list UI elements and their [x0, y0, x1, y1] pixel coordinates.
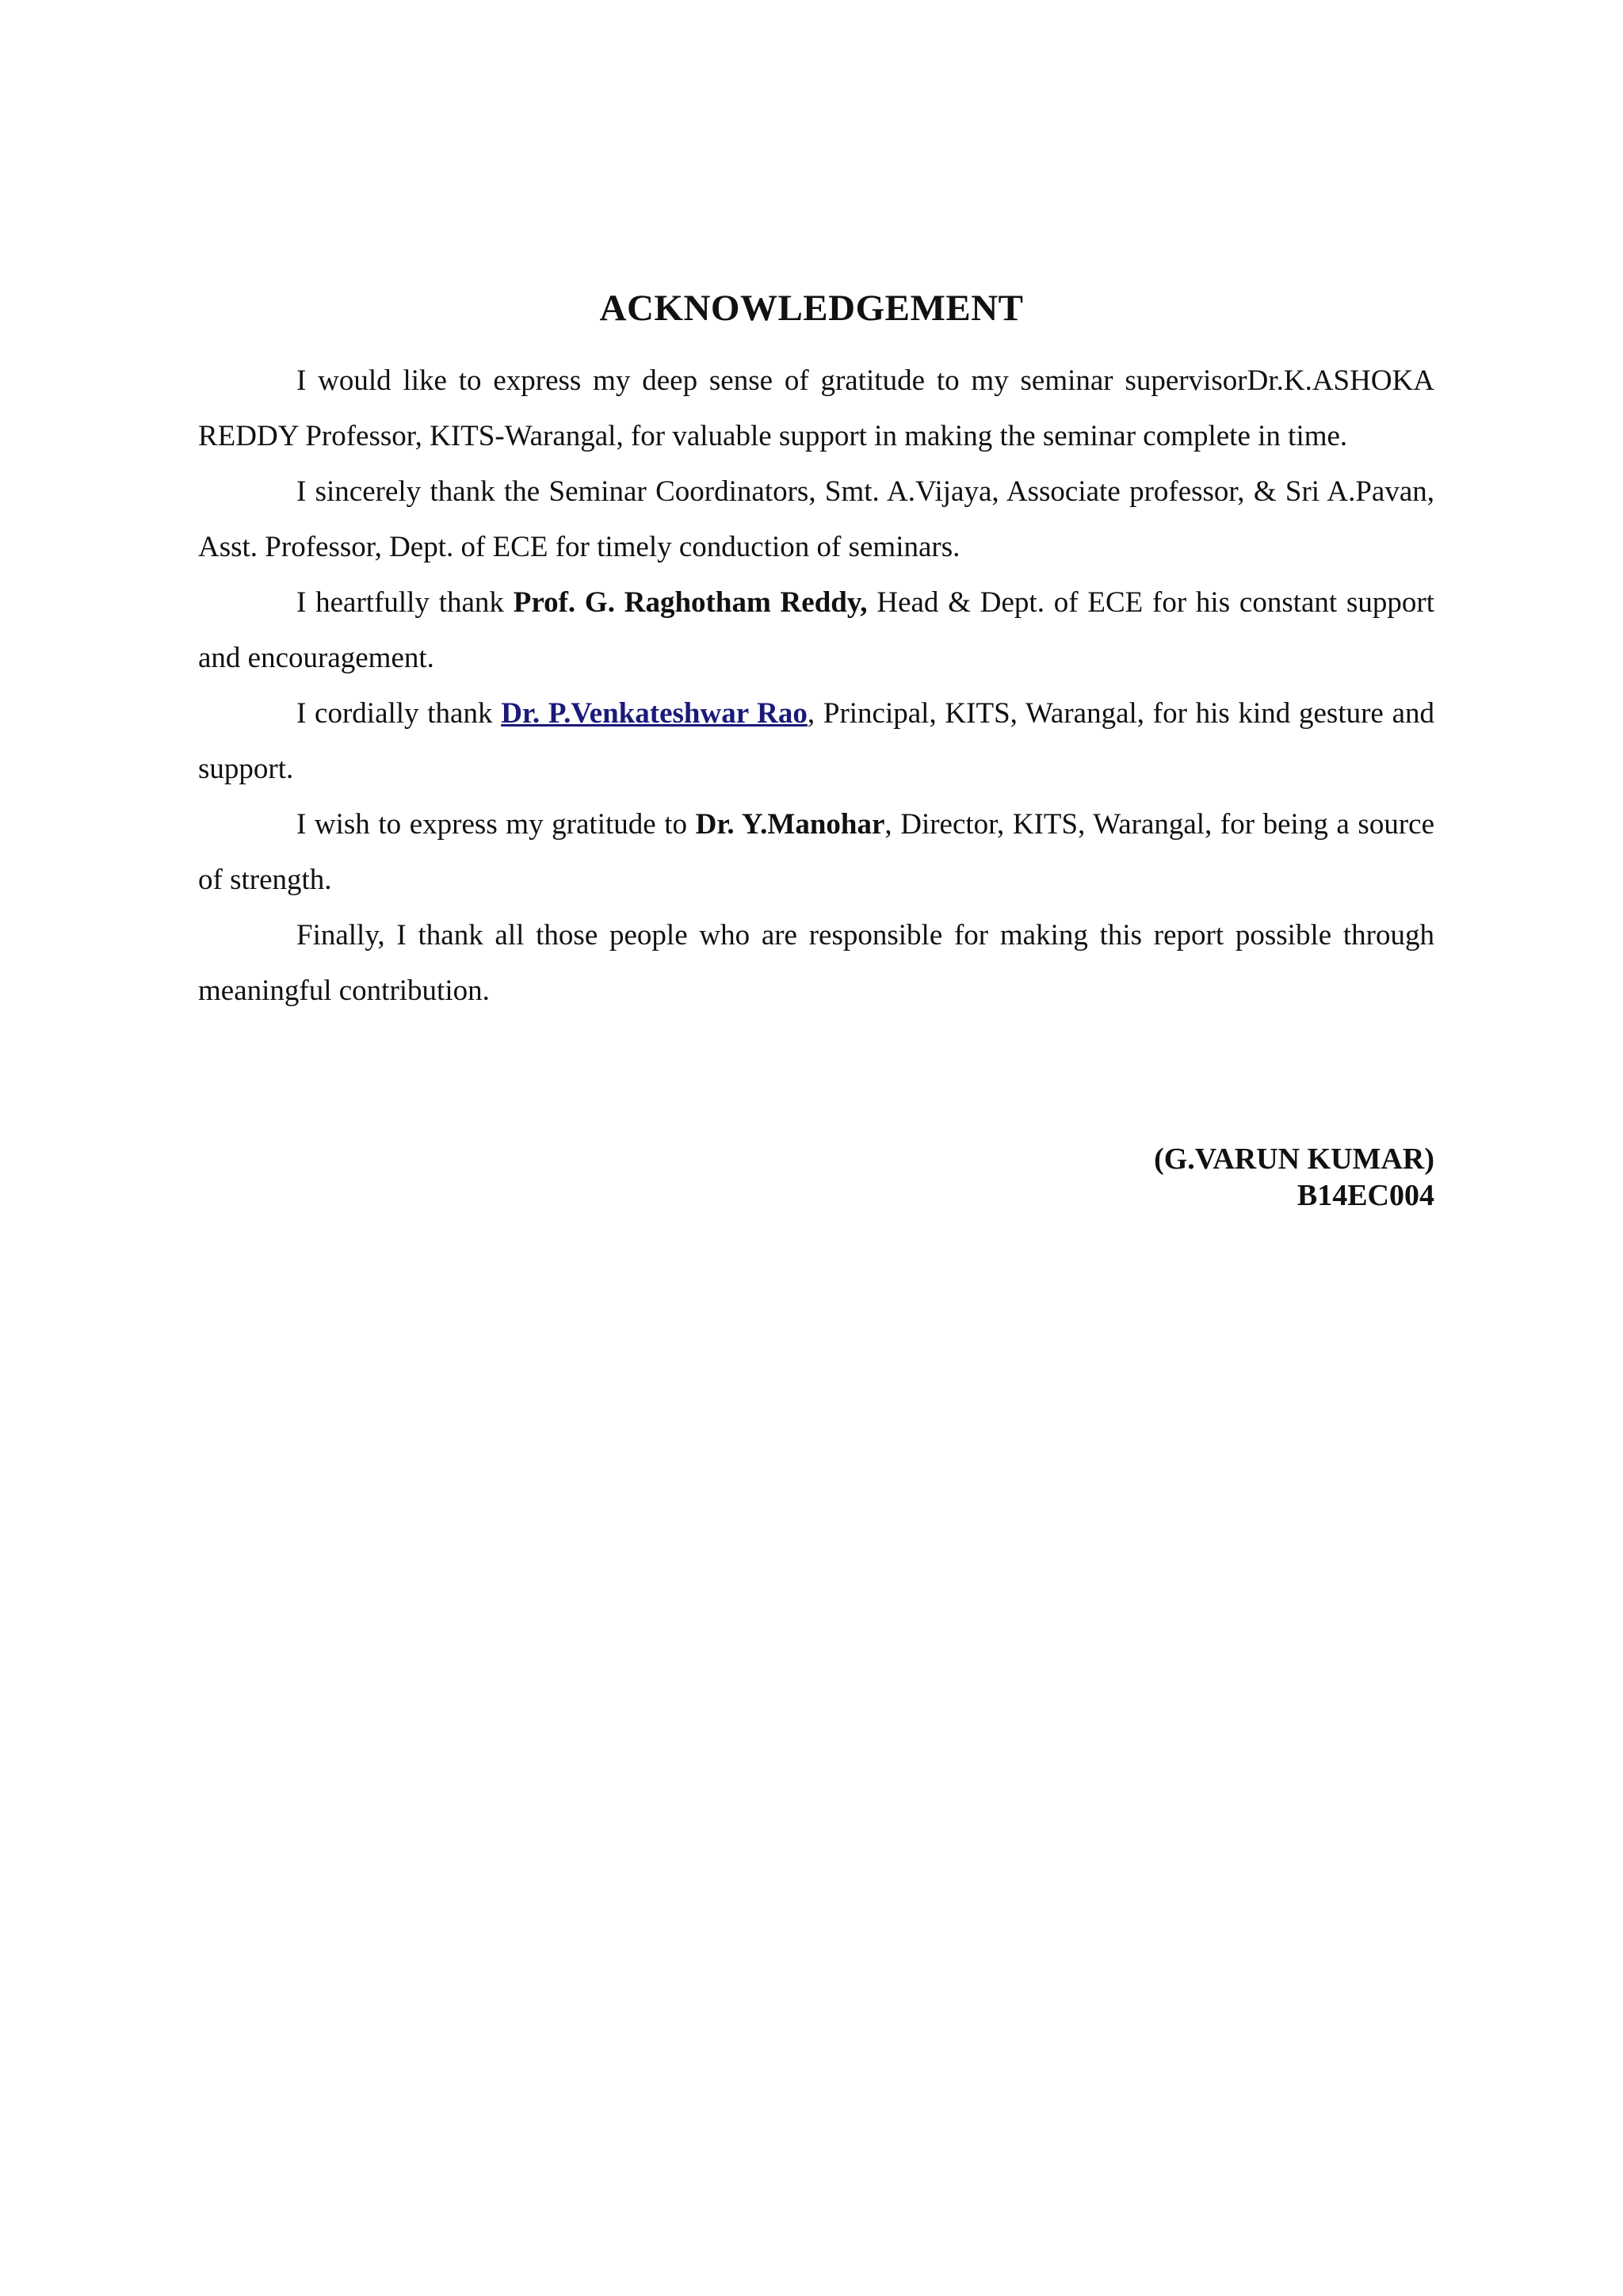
- page-title: ACKNOWLEDGEMENT: [599, 288, 1024, 329]
- paragraph-text: I would like to express my deep sense of gratitude to my seminar supervisorDr.K.ASHOKA REDDY Professor, KITS-Warangal, for valuable support in making the seminar complete in time.: [198, 364, 1434, 452]
- acknowledgement-body: [198, 353, 1434, 1019]
- paragraph-director: [198, 797, 1434, 908]
- paragraph-hod: [198, 575, 1434, 686]
- signature-block: [1154, 1141, 1434, 1214]
- principal-name-link[interactable]: Dr. P.Venkateshwar Rao: [501, 697, 808, 730]
- paragraph-text-after: , Principal, KITS, Warangal, for his kind gesture and support.: [198, 697, 1434, 785]
- paragraph-coordinators: [198, 464, 1434, 575]
- paragraph-text-after: Head & Dept. of ECE for his constant support and encouragement.: [198, 586, 1434, 674]
- signature-name: (G.VARUN KUMAR): [1154, 1142, 1434, 1176]
- director-name: Dr. Y.Manohar: [695, 808, 885, 841]
- paragraph-text-before: I cordially thank: [296, 697, 502, 730]
- paragraph-text-after: , Director, KITS, Warangal, for being a source of strength.: [198, 808, 1434, 896]
- signature-roll-number: B14EC004: [1296, 1179, 1434, 1212]
- paragraph-text-before: I heartfully thank: [296, 586, 514, 619]
- hod-name: Prof. G. Raghotham Reddy,: [513, 586, 868, 619]
- paragraph-supervisor: [198, 353, 1434, 464]
- paragraph-text-before: I wish to express my gratitude to: [296, 808, 696, 841]
- paragraph-closing: [198, 908, 1434, 1019]
- paragraph-text: Finally, I thank all those people who are responsible for making this report possible through meaningful contribution.: [198, 919, 1434, 1007]
- paragraph-text: I sincerely thank the Seminar Coordinators, Smt. A.Vijaya, Associate professor, & Sri A.Pavan, Asst. Professor, Dept. of ECE for timely conduction of seminars.: [198, 475, 1434, 563]
- paragraph-principal: [198, 686, 1434, 797]
